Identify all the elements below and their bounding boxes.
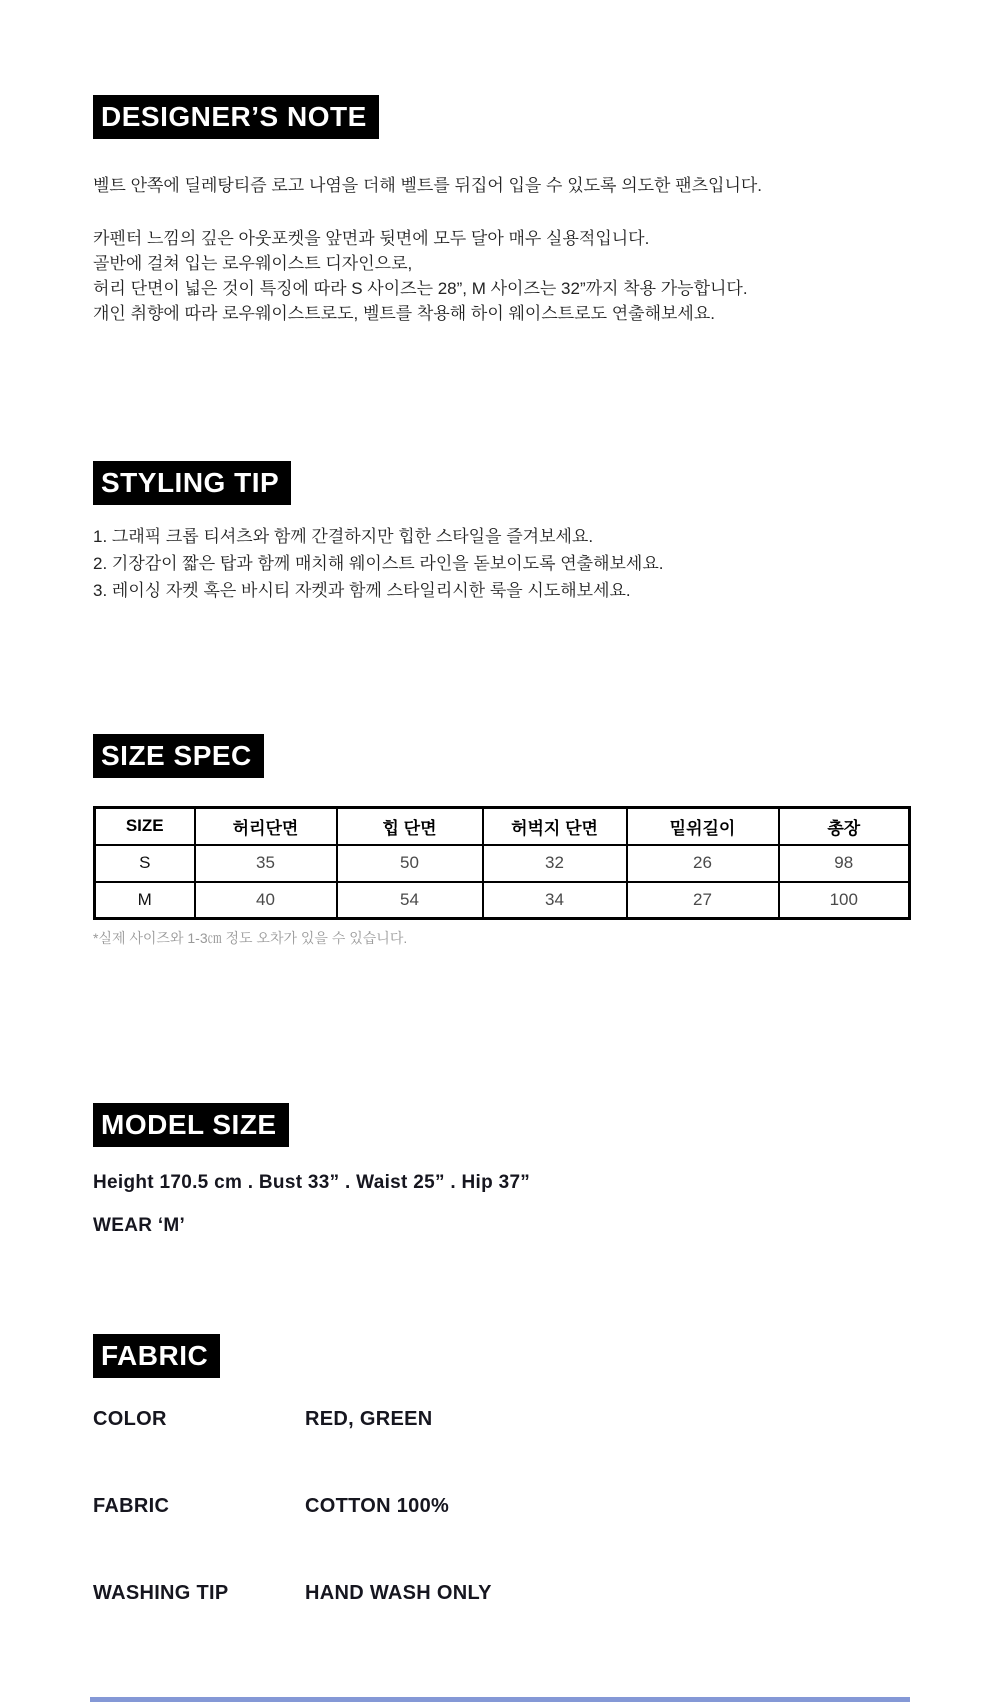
fabric-info-name: WASHING TIP [93, 1582, 229, 1604]
measurement-cell: 100 [779, 882, 910, 919]
styling-tip-item: 2. 기장감이 짧은 탑과 함께 매치해 웨이스트 라인을 돋보이도록 연출해보세요. [93, 554, 664, 573]
size-table-header: 밑위길이 [627, 808, 779, 845]
size-table-header: 힙 단면 [337, 808, 483, 845]
fabric-info-value: HAND WASH ONLY [305, 1582, 492, 1604]
fabric-info-name: COLOR [93, 1408, 167, 1430]
size-table-header: 허벅지 단면 [483, 808, 627, 845]
table-row-size-s [95, 845, 910, 882]
styling-tip-item: 3. 레이싱 자켓 혹은 바시티 자켓과 함께 스타일리시한 룩을 시도해보세요. [93, 581, 631, 600]
fabric-info-row-washing [93, 1582, 940, 1605]
measurement-cell: 32 [483, 845, 627, 882]
size-table-header: 허리단면 [195, 808, 337, 845]
model-wear-size: WEAR ‘M’ [93, 1215, 186, 1236]
designers-note-line: 카펜터 느낌의 깊은 아웃포켓을 앞면과 뒷면에 모두 달아 매우 실용적입니다. [93, 229, 650, 248]
designers-note-body [93, 226, 940, 326]
designers-note-line: 개인 취향에 따라 로우웨이스트로도, 벨트를 착용해 하이 웨이스트로도 연출해보세요. [93, 304, 716, 323]
fabric-info-value: RED, GREEN [305, 1408, 433, 1430]
size-spec-table [93, 806, 911, 920]
fabric-label: FABRIC [93, 1334, 220, 1378]
styling-tip-list [93, 523, 940, 604]
size-cell: M [95, 882, 195, 919]
size-table-header: 총장 [779, 808, 910, 845]
designers-note-line: 골반에 걸쳐 입는 로우웨이스트 디자인으로, [93, 254, 413, 273]
measurement-cell: 54 [337, 882, 483, 919]
fabric-info-value: COTTON 100% [305, 1495, 450, 1517]
designers-note-intro: 벨트 안쪽에 딜레탕티즘 로고 나염을 더해 벨트를 뒤집어 입을 수 있도록 의도한 팬츠입니다. [93, 176, 763, 195]
size-cell: S [95, 845, 195, 882]
size-tolerance-footnote: *실제 사이즈와 1-3㎝ 정도 오차가 있을 수 있습니다. [93, 930, 408, 946]
size-table-header: SIZE [95, 808, 195, 845]
model-size-label: MODEL SIZE [93, 1103, 289, 1147]
measurement-cell: 26 [627, 845, 779, 882]
designers-note-label: DESIGNER’S NOTE [93, 95, 379, 139]
size-spec-label: SIZE SPEC [93, 734, 264, 778]
measurement-cell: 50 [337, 845, 483, 882]
designers-note-line: 허리 단면이 넓은 것이 특징에 따라 S 사이즈는 28”, M 사이즈는 32”까지 착용 가능합니다. [93, 279, 748, 298]
measurement-cell: 27 [627, 882, 779, 919]
measurement-cell: 34 [483, 882, 627, 919]
styling-tip-label: STYLING TIP [93, 461, 291, 505]
measurement-cell: 40 [195, 882, 337, 919]
bottom-divider [90, 1697, 910, 1702]
styling-tip-item: 1. 그래픽 크롭 티셔츠와 함께 간결하지만 힙한 스타일을 즐겨보세요. [93, 527, 594, 546]
fabric-info-row-color [93, 1408, 940, 1431]
model-measurements: Height 170.5 cm . Bust 33” . Waist 25” . Hip 37” [93, 1172, 531, 1193]
measurement-cell: 98 [779, 845, 910, 882]
fabric-info-row-fabric [93, 1495, 940, 1518]
table-row-size-m [95, 882, 910, 919]
fabric-info-name: FABRIC [93, 1495, 170, 1517]
size-table-header-row [95, 808, 910, 845]
measurement-cell: 35 [195, 845, 337, 882]
